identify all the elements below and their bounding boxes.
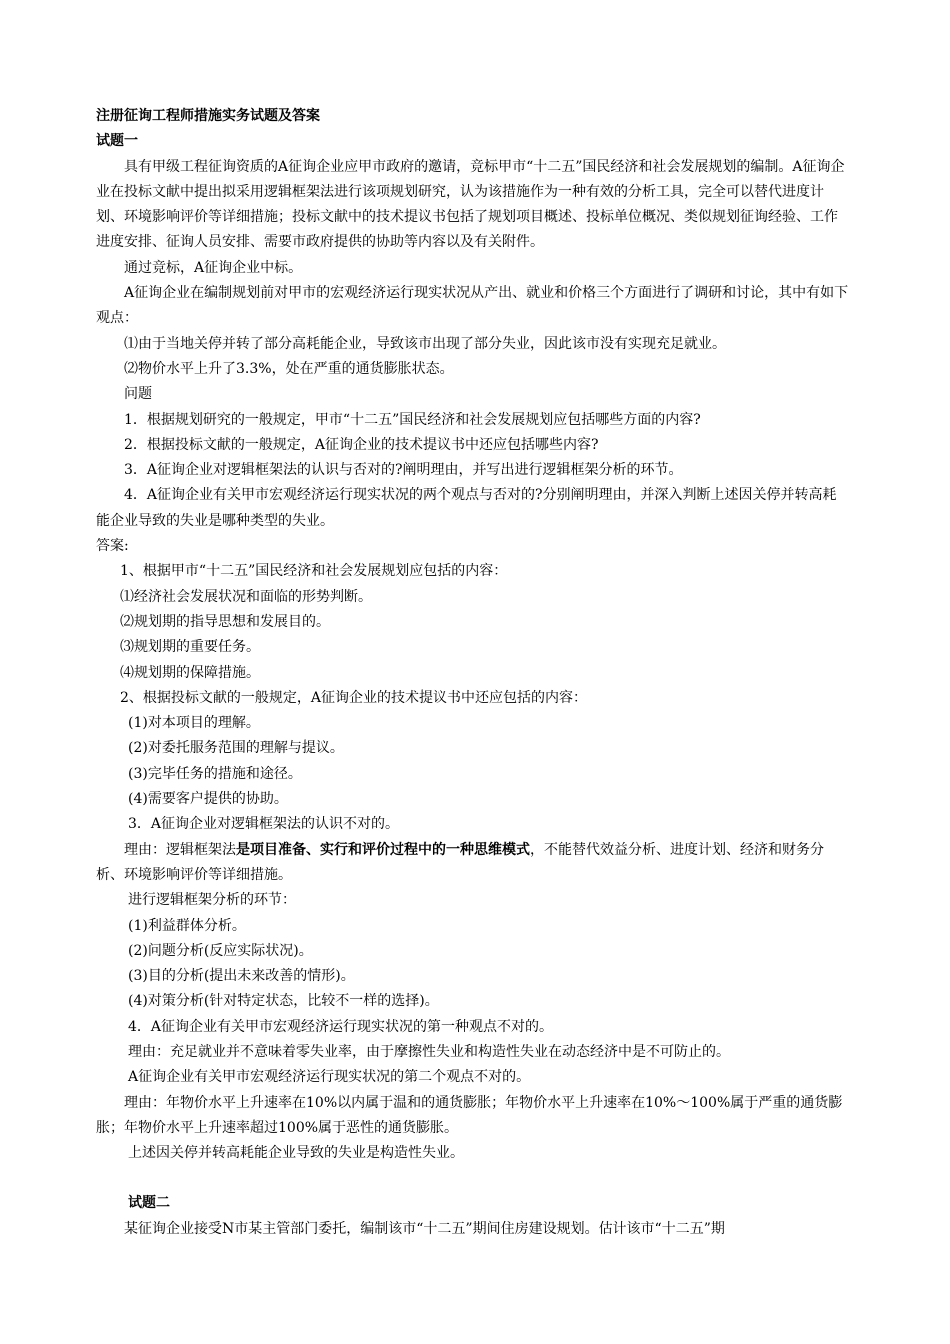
answer-1-item: ⑶规划期的重要任务。 xyxy=(120,639,260,656)
q1-question-3: 3．A征询企业对逻辑框架法的认识与否对的?阐明理由，并写出进行逻辑框架分析的环节。 xyxy=(124,462,683,479)
answer-3-reason-bold: 是项目准备、实行和评价过程中的一种思维模式 xyxy=(236,841,530,858)
answer-4-line-1: 4．A征询企业有关甲市宏观经济运行现实状况的第一种观点不对的。 xyxy=(128,1018,554,1035)
answer-2-intro: 2、根据投标文献的一般规定，A征询企业的技术提议书中还应包括的内容： xyxy=(120,689,588,706)
answer-3-reason xyxy=(96,838,850,889)
section-spacer xyxy=(96,1166,850,1191)
answer-3-line: 3．A征询企业对逻辑框架法的认识不对的。 xyxy=(128,816,400,833)
q1-question-4: 4．A征询企业有关甲市宏观经济运行现实状况的两个观点与否对的?分别阐明理由，并深入判断上述因关停并转高耗能企业导致的失业是哪种类型的失业。 xyxy=(96,487,837,529)
q1-question-2: 2．根据投标文献的一般规定，A征询企业的技术提议书中还应包括哪些内容? xyxy=(124,436,599,453)
answer-3-step: (3)目的分析(提出未来改善的情形)。 xyxy=(128,968,355,985)
answer-4-reason-2: 理由：年物价水平上升速率在10%以内属于温和的通货膨胀；年物价水平上升速率在10%～100%属于严重的通货膨胀；年物价水平上升速率超过100%属于恶性的通货膨胀。 xyxy=(96,1094,843,1136)
q1-paragraph-1: 具有甲级工程征询资质的A征询企业应甲市政府的邀请，竞标甲市“十二五”国民经济和社会发展规划的编制。A征询企业在投标文献中提出拟采用逻辑框架法进行该项规划研究，认为该措施作为一种有效的分析工具，完全可以替代进度计划、环境影响评价等详细措施；投标文献中的技术提议书包括了规划项目概述、投标单位概况、类似规划征询经验、工作进度安排、征询人员安排、需要市政府提供的协助等内容以及有关附件。 xyxy=(96,158,845,251)
answer-1-item: ⑵规划期的指导思想和发展目的。 xyxy=(120,613,330,630)
document-title: 注册征询工程师措施实务试题及答案 xyxy=(96,108,320,124)
answer-3-reason-pre: 理由：逻辑框架法 xyxy=(124,841,236,858)
q1-question-1: 1．根据规划研究的一般规定，甲市“十二五”国民经济和社会发展规划应包括哪些方面的内容? xyxy=(124,411,701,428)
answer-4-reason-1: 理由：充足就业并不意味着零失业率，由于摩擦性失业和构造性失业在动态经济中是不可防止的。 xyxy=(128,1043,730,1060)
q1-question-label: 问题 xyxy=(124,386,152,403)
answer-2-item: (4)需要客户提供的协助。 xyxy=(128,791,288,808)
question-1-heading: 试题一 xyxy=(96,133,138,150)
question-2-heading: 试题二 xyxy=(128,1195,170,1212)
answer-3-step: (2)问题分析(反应实际状况)。 xyxy=(128,942,313,959)
answer-1-item: ⑷规划期的保障措施。 xyxy=(120,664,260,681)
q1-paragraph-3: A征询企业在编制规划前对甲市的宏观经济运行现实状况从产出、就业和价格三个方面进行了调研和讨论，其中有如下观点： xyxy=(96,285,849,327)
answer-label: 答案: xyxy=(96,538,129,555)
q1-view-1: ⑴由于当地关停并转了部分高耗能企业，导致该市出现了部分失业，因此该市没有实现充足就业。 xyxy=(124,335,726,352)
answer-3-reason-post: ，不能替代效益分析、进度计划、经济和财务分析、环境影响评价等详细措施。 xyxy=(96,841,824,883)
q1-paragraph-2: 通过竞标，A征询企业中标。 xyxy=(124,259,303,276)
answer-4-line-2: A征询企业有关甲市宏观经济运行现实状况的第二个观点不对的。 xyxy=(128,1069,531,1086)
answer-2-item: (2)对委托服务范围的理解与提议。 xyxy=(128,740,344,757)
document-body xyxy=(96,104,850,1242)
answer-3-steps-intro: 进行逻辑框架分析的环节： xyxy=(128,892,296,909)
answer-2-item: (3)完毕任务的措施和途径。 xyxy=(128,765,302,782)
q2-paragraph-1: 某征询企业接受N市某主管部门委托，编制该市“十二五”期间住房建设规划。估计该市“十二五”期 xyxy=(124,1220,725,1237)
answer-4-conclusion: 上述因关停并转高耗能企业导致的失业是构造性失业。 xyxy=(128,1145,464,1162)
answer-3-step: (4)对策分析(针对特定状态，比较不一样的选择)。 xyxy=(128,993,439,1010)
answer-2-item: (1)对本项目的理解。 xyxy=(128,715,260,732)
answer-1-item: ⑴经济社会发展状况和面临的形势判断。 xyxy=(120,588,372,605)
q1-view-2: ⑵物价水平上升了3.3%，处在严重的通货膨胀状态。 xyxy=(124,360,454,377)
answer-3-step: (1)利益群体分析。 xyxy=(128,917,246,934)
answer-1-intro: 1、根据甲市“十二五”国民经济和社会发展规划应包括的内容： xyxy=(120,563,508,580)
